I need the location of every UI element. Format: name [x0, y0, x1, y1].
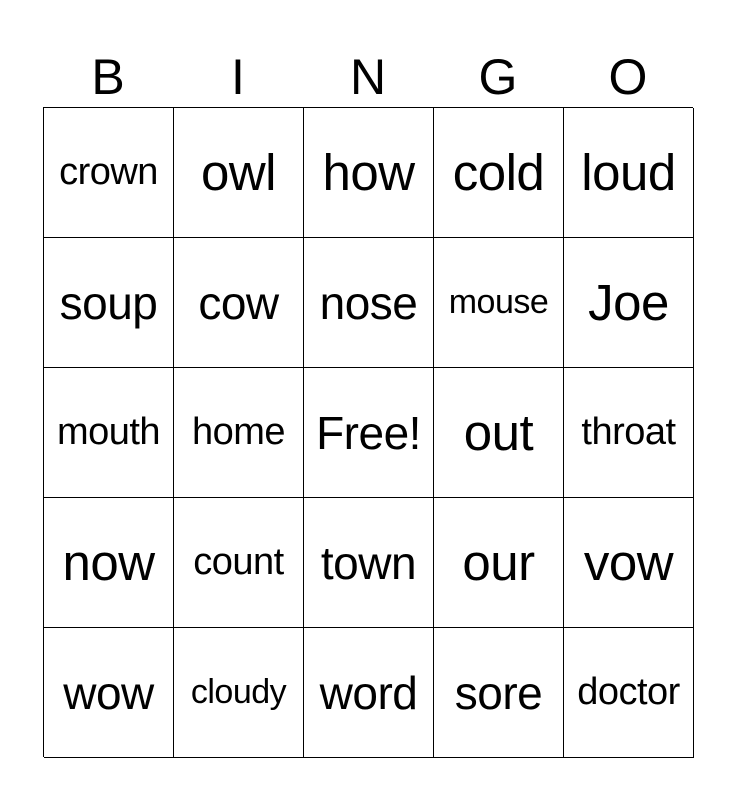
- bingo-cell[interactable]: how: [304, 108, 434, 238]
- header-letter-n: N: [349, 49, 387, 105]
- bingo-cell[interactable]: Joe: [564, 238, 694, 368]
- bingo-cell[interactable]: cold: [434, 108, 564, 238]
- header-letter-i: I: [231, 49, 245, 105]
- bingo-cell[interactable]: cloudy: [174, 628, 304, 758]
- bingo-cell[interactable]: vow: [564, 498, 694, 628]
- header-letter-g: G: [478, 49, 518, 105]
- bingo-cell[interactable]: out: [434, 368, 564, 498]
- bingo-card-grid: [43, 107, 693, 757]
- bingo-cell[interactable]: loud: [564, 108, 694, 238]
- bingo-header: [43, 48, 693, 106]
- bingo-cell[interactable]: word: [304, 628, 434, 758]
- bingo-cell[interactable]: crown: [44, 108, 174, 238]
- bingo-cell: Free!: [304, 368, 434, 498]
- bingo-cell[interactable]: now: [44, 498, 174, 628]
- bingo-cell[interactable]: doctor: [564, 628, 694, 758]
- bingo-cell[interactable]: soup: [44, 238, 174, 368]
- bingo-cell[interactable]: home: [174, 368, 304, 498]
- bingo-cell[interactable]: throat: [564, 368, 694, 498]
- bingo-cell[interactable]: count: [174, 498, 304, 628]
- bingo-cell[interactable]: our: [434, 498, 564, 628]
- bingo-cell[interactable]: wow: [44, 628, 174, 758]
- header-letter-b: B: [91, 49, 125, 105]
- bingo-cell[interactable]: sore: [434, 628, 564, 758]
- bingo-cell[interactable]: mouse: [434, 238, 564, 368]
- header-letter-o: O: [608, 49, 648, 105]
- bingo-cell[interactable]: mouth: [44, 368, 174, 498]
- bingo-cell[interactable]: cow: [174, 238, 304, 368]
- bingo-cell[interactable]: town: [304, 498, 434, 628]
- bingo-cell[interactable]: nose: [304, 238, 434, 368]
- bingo-cell[interactable]: owl: [174, 108, 304, 238]
